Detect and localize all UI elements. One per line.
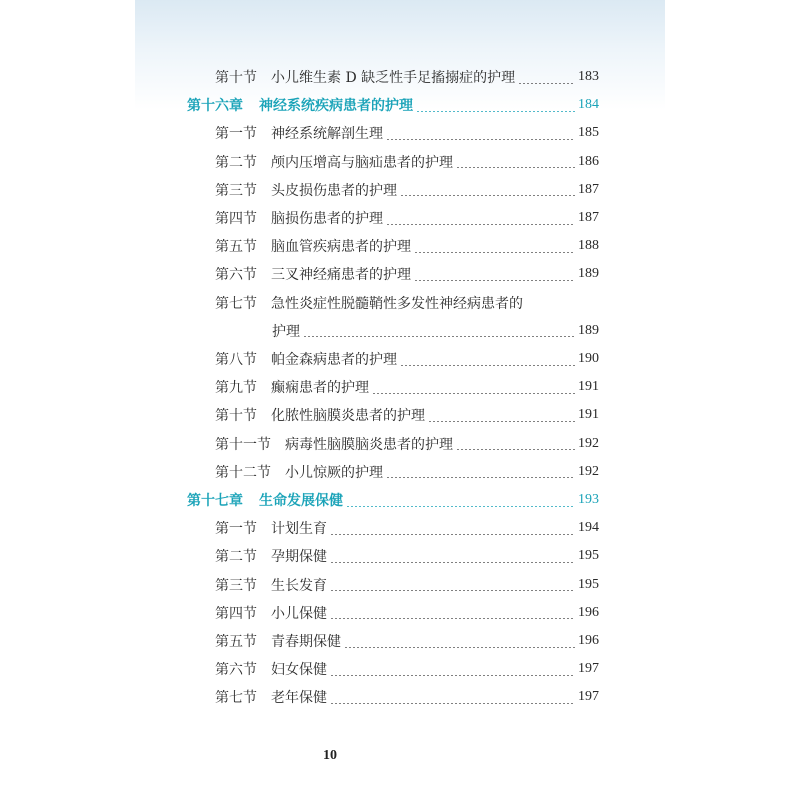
toc-entry-page: 193 <box>578 492 599 507</box>
dot-leader <box>386 139 575 140</box>
toc-entry-page: 191 <box>578 379 599 395</box>
toc-entry-title: 青春期保健 <box>271 634 341 650</box>
toc-section-entry <box>215 655 599 683</box>
toc-entry-page: 192 <box>578 463 599 479</box>
toc-chapter-entry <box>187 486 599 514</box>
toc-section-entry <box>272 317 599 345</box>
toc-entry-page: 197 <box>578 689 599 705</box>
toc-entry-title: 神经系统解剖生理 <box>271 126 383 143</box>
dot-leader <box>346 506 575 507</box>
toc-entry-title: 头皮损伤患者的护理 <box>271 182 397 199</box>
dot-leader <box>456 167 575 168</box>
dot-leader <box>386 477 575 478</box>
toc-entry-page: 184 <box>578 97 599 113</box>
toc-entry-title: 三叉神经痛患者的护理 <box>271 267 411 284</box>
toc-section-entry <box>215 260 599 288</box>
toc-entry-label: 第十节 <box>215 70 257 86</box>
toc-section-entry <box>215 514 599 542</box>
dot-leader <box>372 393 575 394</box>
table-of-contents <box>135 0 665 800</box>
toc-entry-label: 第十二节 <box>215 464 271 481</box>
toc-entry-title: 小儿惊厥的护理 <box>285 464 383 481</box>
toc-entry-label: 第四节 <box>215 211 257 227</box>
toc-entry-page: 190 <box>578 351 599 366</box>
toc-entry-title: 孕期保健 <box>271 549 327 566</box>
toc-entry-label: 第五节 <box>215 239 257 256</box>
toc-section-entry <box>215 289 599 317</box>
toc-entry-title: 护理 <box>272 323 300 340</box>
toc-entry-title: 脑损伤患者的护理 <box>271 211 383 227</box>
toc-entry-label: 第一节 <box>215 126 257 143</box>
toc-entry-title: 病毒性脑膜脑炎患者的护理 <box>285 436 453 453</box>
toc-entry-page: 195 <box>578 576 599 592</box>
dot-leader <box>518 83 575 84</box>
toc-section-entry <box>215 430 599 458</box>
toc-entry-title: 生长发育 <box>271 577 327 594</box>
toc-section-entry <box>215 373 599 401</box>
toc-entry-label: 第十一节 <box>215 436 271 453</box>
toc-entry-title: 老年保健 <box>271 690 327 707</box>
book-page <box>135 0 665 800</box>
toc-entry-title: 小儿保健 <box>271 605 327 622</box>
toc-entry-page: 183 <box>578 69 599 84</box>
toc-entry-title: 帕金森病患者的护理 <box>271 352 397 368</box>
toc-entry-page: 187 <box>578 210 599 225</box>
toc-entry-label: 第十节 <box>215 408 257 425</box>
toc-entry-title: 颅内压增高与脑疝患者的护理 <box>271 154 453 171</box>
toc-entry-label: 第二节 <box>215 549 257 566</box>
toc-section-entry <box>215 204 599 232</box>
dot-leader <box>330 618 575 619</box>
toc-section-entry <box>215 542 599 570</box>
toc-entry-title: 妇女保健 <box>271 662 327 679</box>
toc-entry-label: 第十七章 <box>187 493 243 509</box>
toc-entry-page: 187 <box>578 181 599 197</box>
dot-leader <box>386 224 575 225</box>
toc-entry-label: 第三节 <box>215 182 257 199</box>
toc-entry-page: 194 <box>578 520 599 536</box>
toc-entry-label: 第五节 <box>215 634 257 650</box>
toc-entry-page: 197 <box>578 661 599 677</box>
dot-leader <box>416 111 575 112</box>
toc-entry-page: 189 <box>578 322 599 338</box>
dot-leader <box>428 421 575 422</box>
dot-leader <box>414 252 575 253</box>
toc-entry-label: 第八节 <box>215 352 257 368</box>
toc-entry-page: 191 <box>578 407 599 423</box>
toc-section-entry <box>215 176 599 204</box>
toc-entry-label: 第六节 <box>215 267 257 284</box>
toc-entry-page: 196 <box>578 604 599 620</box>
toc-entry-title: 急性炎症性脱髓鞘性多发性神经病患者的 <box>271 295 523 312</box>
toc-section-entry <box>215 401 599 429</box>
toc-section-entry <box>215 458 599 486</box>
toc-entry-title: 小儿维生素 D 缺乏性手足搐搦症的护理 <box>271 70 516 86</box>
dot-leader <box>330 534 575 535</box>
toc-section-entry <box>215 148 599 176</box>
toc-entry-page: 185 <box>578 125 599 141</box>
toc-entry-page: 195 <box>578 548 599 564</box>
toc-entry-label: 第九节 <box>215 380 257 397</box>
toc-entry-title: 生命发展保健 <box>259 493 343 509</box>
dot-leader <box>400 365 575 366</box>
toc-section-entry <box>215 119 599 147</box>
toc-entry-page: 196 <box>578 633 599 648</box>
toc-entry-label: 第四节 <box>215 605 257 622</box>
dot-leader <box>330 562 575 563</box>
toc-entry-label: 第一节 <box>215 521 257 538</box>
toc-entry-title: 脑血管疾病患者的护理 <box>271 239 411 256</box>
dot-leader <box>400 195 575 196</box>
toc-entry-title: 癫痫患者的护理 <box>271 380 369 397</box>
toc-section-entry <box>215 63 599 91</box>
dot-leader <box>330 590 575 591</box>
dot-leader <box>414 280 575 281</box>
toc-entry-page: 189 <box>578 266 599 282</box>
toc-entry-title: 计划生育 <box>271 521 327 538</box>
toc-entry-label: 第七节 <box>215 690 257 707</box>
toc-entry-label: 第六节 <box>215 662 257 679</box>
toc-entry-title: 化脓性脑膜炎患者的护理 <box>271 408 425 425</box>
dot-leader <box>330 703 575 704</box>
toc-entry-label: 第七节 <box>215 295 257 312</box>
toc-entry-label: 第二节 <box>215 154 257 171</box>
dot-leader <box>344 647 575 648</box>
toc-chapter-entry <box>187 91 599 119</box>
toc-section-entry <box>215 232 599 260</box>
toc-entry-label: 第十六章 <box>187 98 243 115</box>
toc-section-entry <box>215 683 599 711</box>
toc-entry-page: 188 <box>578 238 599 254</box>
toc-section-entry <box>215 345 599 373</box>
dot-leader <box>303 336 575 337</box>
toc-section-entry <box>215 571 599 599</box>
toc-section-entry <box>215 627 599 655</box>
toc-section-entry <box>215 599 599 627</box>
toc-entry-title: 神经系统疾病患者的护理 <box>259 98 413 115</box>
toc-entry-page: 186 <box>578 153 599 169</box>
page-number: 10 <box>323 748 337 763</box>
dot-leader <box>456 449 575 450</box>
dot-leader <box>330 675 575 676</box>
toc-entry-page: 192 <box>578 435 599 451</box>
toc-entry-label: 第三节 <box>215 577 257 594</box>
